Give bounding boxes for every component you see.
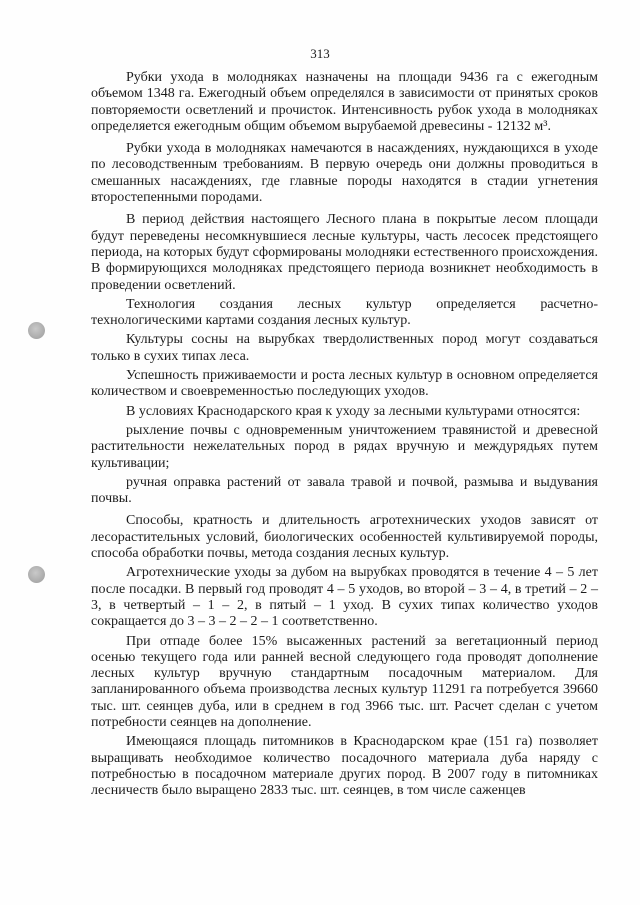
paragraph: Культуры сосны на вырубках твердолиственных пород могут создаваться только в сухих типах леса. [91,332,598,364]
paragraph: Способы, кратность и длительность агротехнических уходов зависят от лесорастительных условий, биологических особенностей культивируемой породы, способа обработки почвы, метода создания лесных культур. [91,513,598,562]
paragraph: рыхление почвы с одновременным уничтожением травянистой и древесной растительности нежелательных пород в рядах вручную и междурядьях путем культивации; [91,422,598,471]
paragraph: В период действия настоящего Лесного плана в покрытые лесом площади будут переведены несомкнувшиеся лесные культуры, часть лесосек предстоящего периода, на которых будут сформированы молодняки естественного происхождения. В формирующихся молодняках предстоящего периода возникнет необходимость в проведении осветлений. [91,212,598,293]
paragraph: При отпаде более 15% высаженных растений за вегетационный период осенью текущего года или ранней весной следующего года проводят дополнение лесных культур вручную стандартным посадочным материалом. Для запланированного объема производства лесных культур 11291 га потребуется 39660 тыс. шт. сеянцев дуба, или в среднем в год 3966 тыс. шт. Расчет сделан с учетом потребности сеянцев на дополнение. [91,633,598,730]
paragraph: Рубки ухода в молодняках назначены на площади 9436 га с ежегодным объемом 1348 га. Ежегодный объем определялся в зависимости от принятых сроков повторяемости осветлений и прочисток. Интенсивность рубок ухода в молодняках определяется ежегодным общим объемом вырубаемой древесины - 12132 м³. [91,70,598,134]
paragraph: Имеющаяся площадь питомников в Краснодарском крае (151 га) позволяет выращивать необходимое количество посадочного материала дуба наряду с потребностью в посадочном материале других пород. В 2007 году в питомниках лесничеств было выращено 2833 тыс. шт. сеянцев, в том числе саженцев [91,734,598,799]
paragraph: Успешность приживаемости и роста лесных культур в основном определяется количеством и своевременностью последующих уходов. [91,368,598,400]
paragraph: ручная оправка растений от завала травой и почвой, размыва и выдувания почвы. [91,474,598,507]
paragraph: Рубки ухода в молодняках намечаются в насаждениях, нуждающихся в уходе по лесоводственным требованиям. В первую очередь они должны проводиться в смешанных насаждениях, где главные породы находятся в стадии угнетения второстепенными породами. [91,141,598,206]
page-number: 313 [310,46,330,61]
punch-hole-mark [28,322,45,339]
paragraph: Технология создания лесных культур определяется расчетно-технологическими картами создания лесных культур. [91,296,598,329]
document-body [91,70,598,799]
punch-hole-mark [28,566,45,583]
paragraph: В условиях Краснодарского края к уходу за лесными культурами относятся: [126,403,581,419]
paragraph: Агротехнические уходы за дубом на вырубках проводятся в течение 4 – 5 лет после посадки. В первый год проводят 4 – 5 уходов, во второй – 3 – 4, в третий – 2 – 3, в четвертый – 1 – 2, в пятый – 1 уход. В сухих типах количество уходов сокращается до 3 – 3 – 2 – 2 – 1 соответственно. [91,565,598,630]
